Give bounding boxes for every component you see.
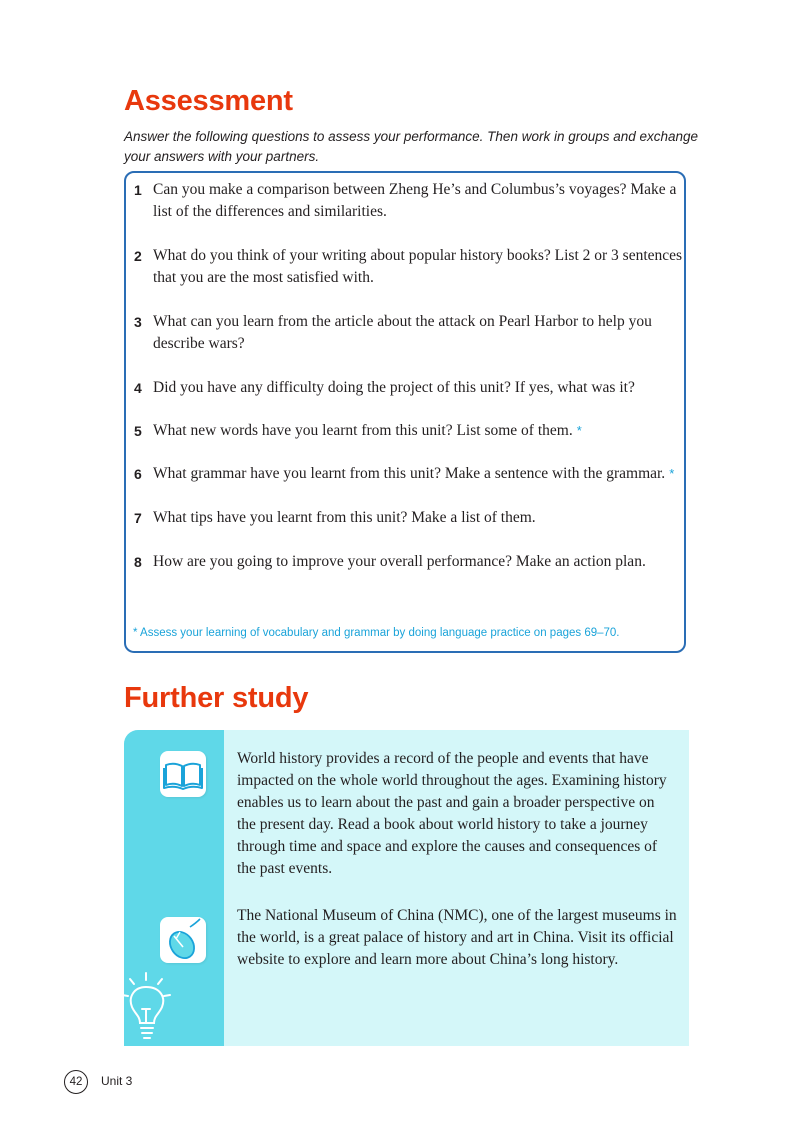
question-item: [134, 179, 684, 223]
assessment-intro: Answer the following questions to assess your performance. Then work in groups and exchange your answers with your partners.: [124, 129, 699, 164]
computer-mouse-icon: [160, 917, 206, 963]
question-number: 6: [134, 466, 142, 482]
further-study-paragraph-2: The National Museum of China (NMC), one of the largest museums in the world, is a great palace of history and art in China. Visit its official website to explore and learn more about China’s long history.: [237, 907, 677, 968]
assessment-heading: Assessment: [124, 85, 293, 117]
asterisk-marker: *: [576, 423, 582, 438]
question-number: 2: [134, 248, 142, 264]
question-text: Did you have any difficulty doing the project of this unit? If yes, what was it?: [153, 379, 635, 396]
question-text: What can you learn from the article about the attack on Pearl Harbor to help you describe wars?: [153, 313, 652, 352]
question-item: [134, 311, 684, 355]
question-item: [134, 551, 684, 573]
lightbulb-icon: [116, 965, 180, 1045]
question-item: [134, 463, 684, 485]
book-icon: [160, 751, 206, 797]
question-number: 1: [134, 182, 142, 198]
question-item: [134, 507, 684, 529]
question-text: Can you make a comparison between Zheng He’s and Columbus’s voyages? Make a list of the differences and similarities.: [153, 181, 677, 220]
question-text: What do you think of your writing about popular history books? List 2 or 3 sentences that you are the most satisfied with.: [153, 247, 683, 286]
assessment-footnote: * Assess your learning of vocabulary and grammar by doing language practice on pages 69–70.: [133, 627, 620, 639]
question-item: [134, 377, 684, 399]
question-number: 5: [134, 423, 142, 439]
asterisk-marker: *: [669, 466, 675, 481]
question-text: What grammar have you learnt from this unit? Make a sentence with the grammar.: [153, 465, 666, 482]
questions-box: [124, 171, 686, 653]
page-number: 42: [64, 1070, 88, 1094]
question-number: 3: [134, 314, 142, 330]
unit-label: Unit 3: [101, 1074, 133, 1088]
question-number: 4: [134, 380, 142, 396]
question-text: What new words have you learnt from this unit? List some of them.: [153, 422, 573, 439]
question-number: 8: [134, 554, 142, 570]
question-text: How are you going to improve your overall performance? Make an action plan.: [153, 553, 646, 570]
question-item: [134, 245, 684, 289]
question-item: [134, 420, 684, 442]
further-study-paragraph-1: World history provides a record of the people and events that have impacted on the whole world throughout the ages. Examining history enables us to learn about the past and gain a broader perspective on the present day. Read a book about world history to take a journey through time and space and explore the causes and consequences of the past events.: [237, 750, 667, 877]
question-list: [134, 179, 684, 573]
question-number: 7: [134, 510, 142, 526]
further-study-heading: Further study: [124, 682, 309, 714]
question-text: What tips have you learnt from this unit? Make a list of them.: [153, 509, 536, 526]
